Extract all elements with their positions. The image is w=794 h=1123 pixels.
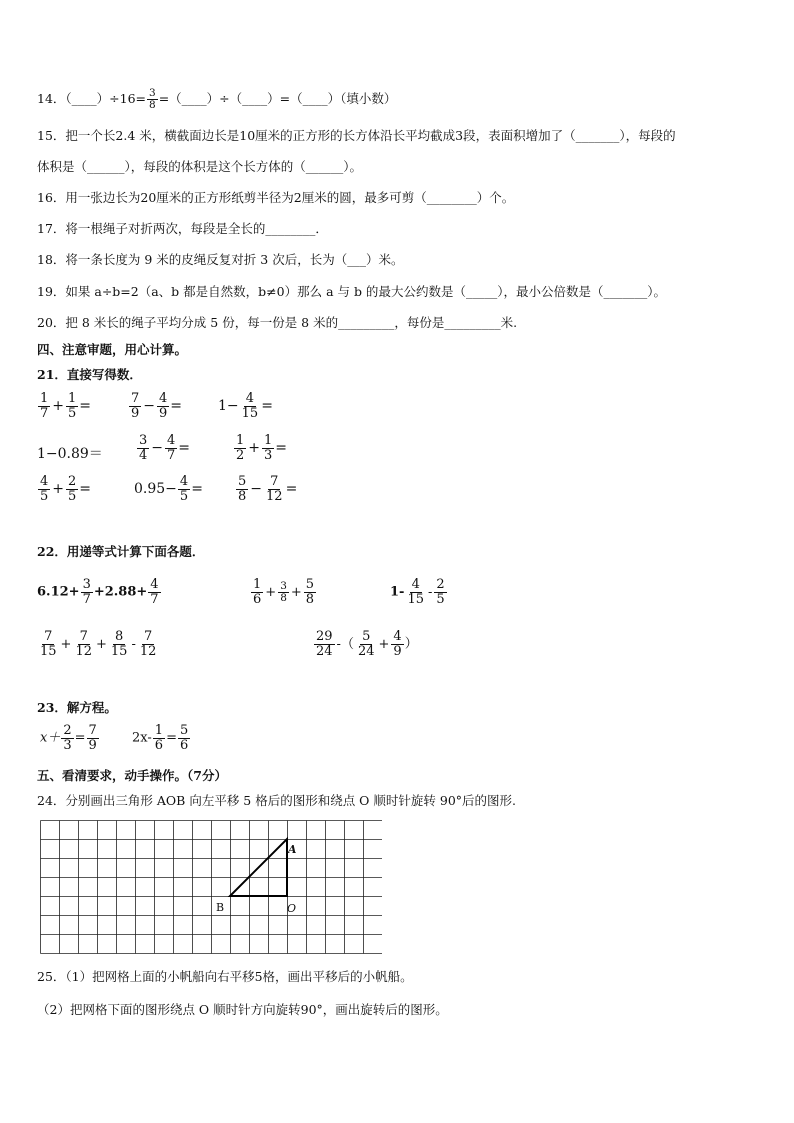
question-14 [37,88,396,111]
q21-expr-5: $\frac{3}{4}$ − $\frac{4}{7}$ = [139,433,191,463]
label-o: O [287,902,297,915]
question-21-title: 21．直接写得数． [37,367,142,382]
question-17: 17．将一根绳子对折两次，每段是全长的________． [37,221,328,236]
q14-suffix: =（____）÷（____）=（____）（填小数） [158,91,397,107]
question-19: 19．如果 a÷b=2（a、b 都是自然数，b≠0）那么 a 与 b 的最大公约数是（_____），最小公倍数是（_______）。 [37,284,666,299]
q23-equation-1: x＋ $\frac{2}{3}$ = $\frac{7}{9}$ [40,723,97,753]
section-4-heading: 四、注意审题，用心计算。 [37,342,188,357]
question-15-line1: 15．把一个长2.4 米，横截面边长是10厘米的正方形的长方体沿长平均截成3段，表面积增加了（_______），每段的 [37,128,676,143]
q14-prefix: 14．（____）÷16= [37,91,147,107]
question-23-title: 23．解方程。 [37,700,117,715]
question-20: 20．把 8 米长的绳子平均分成 5 份，每一份是 8 米的_________，每份是_________米. [37,315,518,330]
q21-expr-3: 1− $\frac{4}{15}$ = [218,391,273,421]
grid-lines [41,821,383,954]
q22-expr-4: $\frac{7}{15}$ + $\frac{7}{12}$ + $\frac{8}{15}$ - $\frac{7}{12}$ [40,629,157,659]
triangle-aob [230,839,287,896]
question-18: 18．将一条长度为 9 米的皮绳反复对折 3 次后，长为（___）米。 [37,252,404,267]
question-24: 24．分别画出三角形 AOB 向左平移 5 格后的图形和绕点 O 顺时针旋转 90°后的图形. [37,793,517,808]
question-25-part-2: （2）把网格下面的图形绕点 O 顺时针方向旋转90°，画出旋转后的图形。 [37,1002,448,1017]
q22-expr-5: $\frac{29}{24}$ -（ $\frac{5}{24}$ + $\frac{4}{9}$ ） [316,629,418,659]
q21-expr-2: $\frac{7}{9}$ − $\frac{4}{9}$ = [131,391,183,421]
q22-expr-3: 1- $\frac{4}{15}$ - $\frac{2}{5}$ [390,577,445,607]
q22-expr-1: 6.12+ $\frac{3}{7}$ +2.88+ $\frac{4}{7}$ [37,577,159,607]
q14-fraction: $\frac{3}{8}$ [149,87,156,112]
q21-expr-6: $\frac{1}{2}$ + $\frac{1}{3}$ = [236,433,288,463]
question-25-part-1: 25．（1）把网格上面的小帆船向右平移5格，画出平移后的小帆船。 [37,969,413,984]
q21-expr-4: 1−0.89＝ [37,446,103,462]
question-16: 16．用一张边长为20厘米的正方形纸剪半径为2厘米的圆，最多可剪（________）个。 [37,190,515,205]
q21-expr-7: $\frac{4}{5}$ + $\frac{2}{5}$ = [40,474,92,504]
question-15-line2: 体积是（______），每段的体积是这个长方体的（______）。 [37,159,363,174]
q21-expr-1: $\frac{1}{7}$ + $\frac{1}{5}$ = [40,391,92,421]
label-a: A [288,843,297,856]
q23-equation-2: 2x- $\frac{1}{6}$ = $\frac{5}{6}$ [132,723,189,753]
section-5-heading: 五、看清要求，动手操作。（7分） [37,768,227,783]
label-b: B [216,901,225,914]
q24-grid [40,820,382,954]
q22-expr-2: $\frac{1}{6}$ + $\frac{3}{8}$ + $\frac{5}{8}$ [253,577,315,607]
q21-expr-9: $\frac{5}{8}$ − $\frac{7}{12}$ = [238,474,298,504]
question-22-title: 22．用递等式计算下面各题． [37,544,205,559]
q21-expr-8: 0.95− $\frac{4}{5}$ = [134,474,203,504]
